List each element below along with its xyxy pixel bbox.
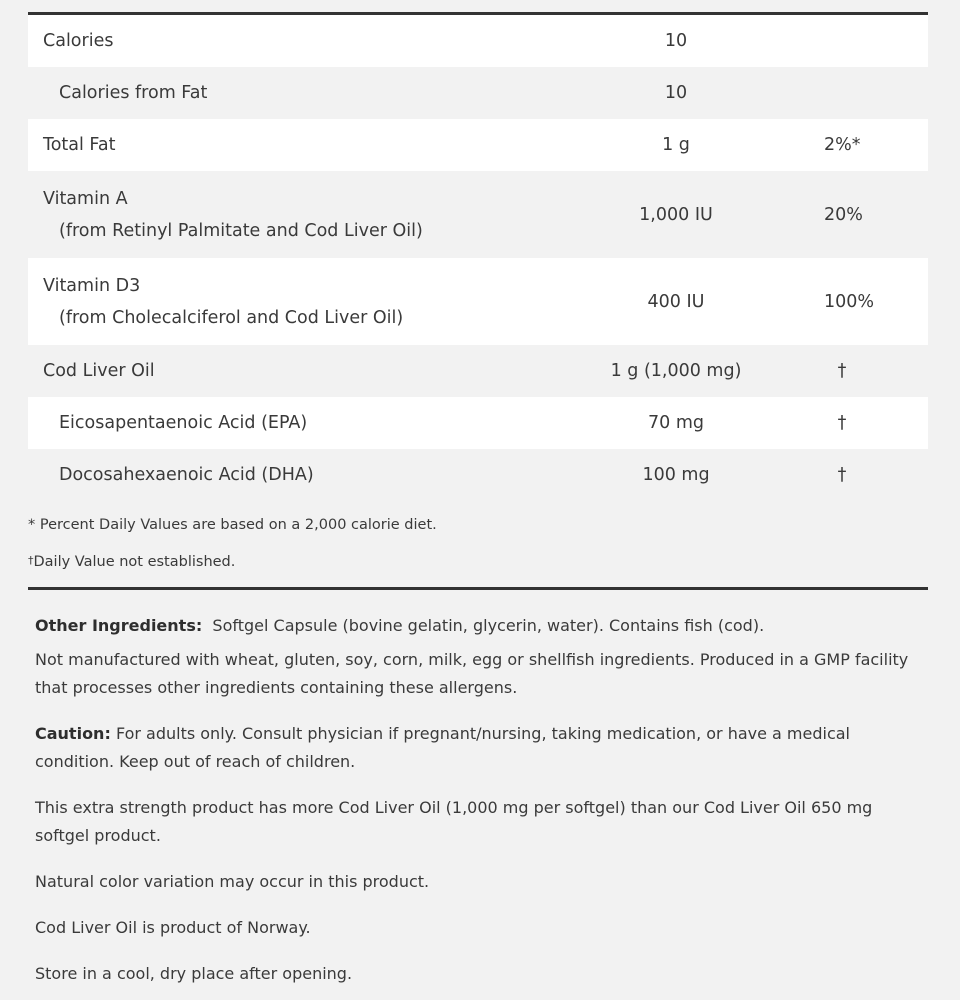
dagger-footnote-text: Daily Value not established.: [33, 554, 236, 570]
nutrient-amount: 1 g (1,000 mg): [610, 361, 742, 381]
table-row: [28, 15, 928, 67]
caution-label: Caution:: [35, 724, 111, 743]
allergen-paragraph: Not manufactured with wheat, gluten, soy, corn, milk, egg or shellfish ingredients. Produced in a GMP facility that processes other ingredients containing these allergens.: [35, 650, 909, 697]
footnotes: [28, 512, 928, 584]
nutrient-daily-value: †: [837, 413, 847, 433]
nutrient-name: Docosahexaenoic Acid (DHA): [59, 464, 314, 485]
nutrient-daily-value: †: [837, 361, 847, 381]
product-notes: [35, 612, 925, 988]
caution-text: For adults only. Consult physician if pregnant/nursing, taking medication, or have a medical condition. Keep out of reach of children.: [35, 724, 850, 771]
nutrient-amount: 400 IU: [647, 291, 705, 312]
nutrition-table: [28, 15, 928, 500]
nutrient-name-cell: [28, 276, 526, 328]
nutrient-amount: 10: [664, 31, 688, 51]
color-variation-paragraph: Natural color variation may occur in this product.: [35, 872, 430, 891]
nutrient-name: Vitamin D3: [43, 275, 141, 296]
storage-paragraph: Store in a cool, dry place after opening.: [35, 964, 353, 983]
caution-paragraph: [35, 720, 925, 776]
nutrient-source: (from Retinyl Palmitate and Cod Liver Oil): [59, 220, 423, 241]
nutrient-name: Calories from Fat: [59, 83, 208, 103]
nutrient-amount: 1 g: [662, 135, 690, 155]
table-row: [28, 449, 928, 500]
nutrient-amount: 10: [664, 83, 688, 103]
table-row: [28, 397, 928, 449]
other-ingredients-paragraph: [35, 612, 925, 640]
nutrient-amount: 100 mg: [642, 464, 710, 485]
table-row: [28, 119, 928, 171]
origin-paragraph: Cod Liver Oil is product of Norway.: [35, 918, 311, 937]
strength-paragraph: This extra strength product has more Cod Liver Oil (1,000 mg per softgel) than our Cod Liver Oil 650 mg softgel product.: [35, 798, 873, 845]
nutrient-name: Eicosapentaenoic Acid (EPA): [59, 413, 308, 433]
dagger-symbol: †: [28, 554, 34, 567]
bottom-divider: [28, 587, 928, 590]
table-row: [28, 67, 928, 119]
nutrient-daily-value: †: [837, 464, 847, 485]
percent-daily-value-footnote: * Percent Daily Values are based on a 2,000 calorie diet.: [28, 517, 437, 533]
nutrient-daily-value: 20%: [824, 204, 863, 225]
nutrient-name: Vitamin A: [43, 188, 128, 209]
nutrient-name: Calories: [43, 31, 114, 51]
other-ingredients-text: Softgel Capsule (bovine gelatin, glycerin, water). Contains fish (cod).: [212, 616, 765, 635]
nutrient-name-cell: [28, 189, 526, 241]
table-row: [28, 345, 928, 397]
table-row: [28, 258, 928, 345]
other-ingredients-label: Other Ingredients:: [35, 616, 203, 635]
nutrient-amount: 70 mg: [648, 413, 704, 433]
nutrient-daily-value: 100%: [824, 291, 875, 312]
nutrient-source: (from Cholecalciferol and Cod Liver Oil): [59, 307, 404, 328]
nutrient-daily-value: 2%*: [824, 135, 861, 155]
nutrient-name: Cod Liver Oil: [43, 361, 155, 381]
nutrient-amount: 1,000 IU: [639, 204, 713, 225]
nutrient-name: Total Fat: [43, 135, 116, 155]
daily-value-not-established-footnote: [28, 548, 928, 584]
table-row: [28, 171, 928, 258]
